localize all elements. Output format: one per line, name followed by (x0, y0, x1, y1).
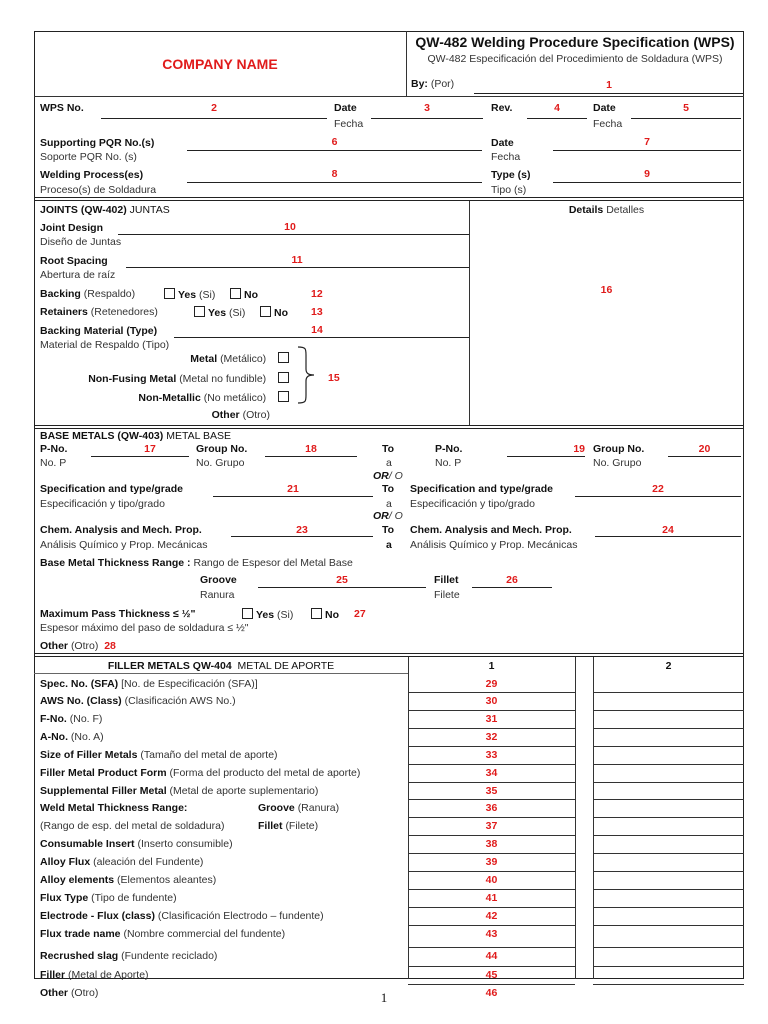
rev-line[interactable] (527, 118, 587, 119)
group1-line[interactable] (265, 456, 357, 457)
group2-label: Group No. (593, 443, 645, 455)
filler-row-rule (408, 710, 575, 711)
backing-material-line[interactable] (174, 337, 469, 338)
filler-row-rule (593, 966, 744, 967)
retainers-value: 13 (311, 306, 323, 318)
retainers-yes-checkbox[interactable] (194, 306, 205, 317)
filler-col2-cell[interactable] (593, 817, 744, 835)
page-number: 1 (380, 990, 388, 1005)
pqr-value[interactable]: 6 (331, 136, 338, 148)
backing-yes-checkbox[interactable] (164, 288, 175, 299)
joint-design-label-es: Diseño de Juntas (40, 236, 122, 248)
base-metals-title: BASE METALS (QW-403) METAL BASE (40, 430, 231, 442)
filler-row-rule (408, 817, 575, 818)
filler-col1-cell[interactable]: 46 (485, 987, 498, 999)
pqr-date-line[interactable] (553, 150, 741, 151)
filler-row-label: Filler Metal Product Form (Forma del producto del metal de aporte) (40, 767, 361, 779)
filler-row-label: AWS No. (Class) (Clasificación AWS No.) (40, 695, 236, 707)
filler-col1-cell[interactable]: 41 (485, 892, 498, 904)
filler-col2-header: 2 (665, 660, 672, 672)
to2-label-es: a (386, 498, 392, 510)
retainers-row: Retainers (Retenedores) (40, 306, 158, 318)
process-line[interactable] (187, 182, 482, 183)
root-spacing-line[interactable] (126, 267, 469, 268)
filler-col2-cell[interactable] (593, 746, 744, 764)
filler-col1-cell[interactable]: 38 (485, 838, 498, 850)
filler-row-rule (593, 907, 744, 908)
filler-col2-cell[interactable] (593, 907, 744, 925)
group2-value[interactable]: 20 (698, 443, 711, 455)
max-pass-yes-option[interactable]: Yes (Si) (242, 608, 293, 621)
filler-row-rule (408, 966, 575, 967)
pqr-date-label: Date (491, 137, 514, 149)
filler-header-rule (34, 673, 408, 674)
filler-row-rule (408, 692, 575, 693)
metal-checkbox[interactable] (278, 352, 289, 363)
type-line[interactable] (553, 182, 741, 183)
or-divider-1: OR/ O (373, 470, 403, 482)
joint-design-line[interactable] (118, 234, 469, 235)
backing-material-label: Backing Material (Type) (40, 325, 158, 337)
filler-col1-cell[interactable]: 30 (485, 695, 498, 707)
date2-value[interactable]: 5 (683, 102, 689, 114)
filler-row-label: Flux trade name (Nombre commercial del fundente) (40, 928, 286, 940)
filler-row-rule (408, 728, 575, 729)
fillet-line[interactable] (472, 587, 552, 588)
non-metallic-checkbox[interactable] (278, 391, 289, 402)
filler-row-label: Consumable Insert (Inserto consumible) (40, 838, 233, 850)
by-label: By: (Por) (411, 78, 455, 90)
spec1-value[interactable]: 21 (287, 483, 299, 495)
pqr-date-value[interactable]: 7 (644, 136, 650, 148)
date2-label: Date (593, 102, 616, 114)
filler-row-label: Other (Otro) (40, 987, 99, 999)
material-options-value: 15 (328, 372, 340, 384)
filler-row-label: Flux Type (Tipo de fundente) (40, 892, 177, 904)
filler-row-rule (593, 871, 744, 872)
filler-col2-cell[interactable] (593, 799, 744, 817)
type-label: Type (s) (491, 169, 531, 181)
joint-design-label: Joint Design (40, 222, 104, 234)
groove-line[interactable] (258, 587, 426, 588)
group2-line[interactable] (668, 456, 741, 457)
filler-row-rule (593, 782, 744, 783)
retainers-yes-option[interactable]: Yes (Si) (194, 306, 245, 319)
filler-row-label: Supplemental Filler Metal (Metal de aporte suplementario) (40, 785, 319, 797)
filler-row-rule (593, 799, 744, 800)
filler-col1-cell[interactable]: 33 (485, 749, 498, 761)
root-spacing-label-es: Abertura de raíz (40, 269, 116, 281)
filler-row-label: Alloy Flux (aleación del Fundente) (40, 856, 204, 868)
backing-yes-option[interactable]: Yes (Si) (164, 288, 215, 301)
process-label-es: Proceso(s) de Soldadura (40, 184, 157, 196)
non-fusing-metal-checkbox[interactable] (278, 372, 289, 383)
by-field-line[interactable] (474, 93, 744, 94)
section-divider (34, 197, 744, 201)
pqr-label-es: Soporte PQR No. (s) (40, 151, 137, 163)
spec2-line[interactable] (575, 496, 741, 497)
filler-row-sublabel: Groove (Ranura) (258, 802, 340, 814)
pqr-line[interactable] (187, 150, 482, 151)
filler-row-label: F-No. (No. F) (40, 713, 103, 725)
max-pass-yes-checkbox[interactable] (242, 608, 253, 619)
filler-col1-right (575, 657, 576, 979)
date1-label: Date (334, 102, 357, 114)
rev-label: Rev. (491, 102, 513, 114)
filler-row-label: Size of Filler Metals (Tamaño del metal de aporte) (40, 749, 278, 761)
backing-no-checkbox[interactable] (230, 288, 241, 299)
chem2-label-es: Análisis Químico y Prop. Mecánicas (410, 539, 578, 551)
filler-row-rule (408, 764, 575, 765)
filler-row-rule (408, 907, 575, 908)
chem1-label-es: Análisis Químico y Prop. Mecánicas (40, 539, 208, 551)
date2-label-es: Fecha (593, 118, 623, 130)
filler-row-label: Filler (Metal de Aporte) (40, 969, 149, 981)
pno1-line[interactable] (91, 456, 189, 457)
chem1-value[interactable]: 23 (296, 524, 308, 536)
spec1-line[interactable] (213, 496, 373, 497)
filler-col2-cell[interactable] (593, 675, 744, 692)
pno2-label-es: No. P (435, 457, 462, 469)
wps-no-label: WPS No. (40, 102, 84, 114)
chem2-value[interactable]: 24 (662, 524, 674, 536)
section-divider (34, 653, 744, 657)
details-value[interactable]: 16 (600, 284, 613, 296)
chem2-label: Chem. Analysis and Mech. Prop. (410, 524, 572, 536)
max-pass-no-checkbox[interactable] (311, 608, 322, 619)
spec1-label-es: Especificación y tipo/grado (40, 498, 165, 510)
chem2-line[interactable] (595, 536, 741, 537)
pno1-value[interactable]: 17 (144, 443, 156, 455)
spec1-label: Specification and type/grade (40, 483, 183, 495)
filler-row-rule (593, 889, 744, 890)
retainers-no-option[interactable]: No (260, 306, 288, 319)
material-option-non-metallic[interactable]: Non-Metallic (No metálico) (40, 391, 292, 404)
filler-row-label: Weld Metal Thickness Range: (40, 802, 188, 814)
filler-col2-cell[interactable] (593, 692, 744, 710)
filler-row-label: Recrushed slag (Fundente reciclado) (40, 950, 218, 962)
filler-col2-cell[interactable] (593, 871, 744, 889)
filler-col1-cell[interactable]: 45 (485, 969, 498, 981)
filler-col2-cell[interactable] (593, 925, 744, 947)
backing-material-label-es: Material de Respaldo (Tipo) (40, 339, 170, 351)
retainers-no-checkbox[interactable] (260, 306, 271, 317)
process-label: Welding Process(es) (40, 169, 144, 181)
filler-row-rule (593, 764, 744, 765)
groove-label: Groove (200, 574, 237, 586)
filler-row-rule (593, 984, 744, 985)
filler-col1-cell[interactable]: 37 (485, 820, 498, 832)
to3-label: To (382, 524, 395, 536)
filler-col2-cell[interactable] (593, 835, 744, 853)
or-divider-2: OR/ O (373, 510, 403, 522)
filler-row-rule (408, 782, 575, 783)
group1-label: Group No. (196, 443, 248, 455)
filler-row-rule (408, 871, 575, 872)
to2-label: To (382, 483, 395, 495)
form-title: QW-482 Welding Procedure Specification (WPS) (415, 34, 735, 50)
filler-row-rule (408, 984, 575, 985)
company-name: COMPANY NAME (162, 56, 278, 72)
chem1-line[interactable] (231, 536, 373, 537)
filler-row-rule (408, 799, 575, 800)
date1-label-es: Fecha (334, 118, 364, 130)
header-rule (34, 96, 744, 97)
group1-label-es: No. Grupo (196, 457, 245, 469)
fillet-label-es: Filete (434, 589, 460, 601)
filler-row-sublabel: Fillet (Filete) (258, 820, 319, 832)
pqr-date-label-es: Fecha (491, 151, 521, 163)
pno2-label: P-No. (435, 443, 463, 455)
filler-row-label: Electrode - Flux (class) (Clasificación Electrodo – fundente) (40, 910, 324, 922)
filler-col2-cell[interactable] (593, 853, 744, 871)
filler-col1-cell[interactable]: 39 (485, 856, 498, 868)
type-value[interactable]: 9 (644, 168, 650, 180)
max-pass-value: 27 (354, 608, 366, 620)
joints-details-divider (469, 201, 470, 425)
spec2-label-es: Especificación y tipo/grado (410, 498, 535, 510)
filler-col1-cell[interactable]: 31 (485, 713, 498, 725)
filler-col2-cell[interactable] (593, 947, 744, 966)
form-subtitle: QW-482 Especificación del Procedimiento de Soldadura (WPS) (427, 53, 723, 65)
filler-col1-cell[interactable]: 43 (485, 928, 498, 940)
filler-row-rule (593, 746, 744, 747)
date1-value[interactable]: 3 (424, 102, 430, 114)
spec2-label: Specification and type/grade (410, 483, 553, 495)
filler-col1-cell[interactable]: 32 (485, 731, 498, 743)
filler-col2-cell[interactable] (593, 710, 744, 728)
type-label-es: Tipo (s) (491, 184, 527, 196)
to1-label: To (382, 443, 395, 455)
to1-label-es: a (386, 457, 392, 469)
root-spacing-label: Root Spacing (40, 255, 108, 267)
filler-row-rule (408, 835, 575, 836)
max-pass-no-option[interactable]: No (311, 608, 339, 621)
filler-row-rule (593, 692, 744, 693)
filler-col1-cell[interactable]: 34 (485, 767, 498, 779)
filler-col1-cell[interactable]: 44 (485, 950, 498, 962)
brace-icon (296, 345, 316, 405)
chem1-label: Chem. Analysis and Mech. Prop. (40, 524, 202, 536)
filler-row-label: Spec. No. (SFA) [No. de Especificación (SFA)] (40, 678, 258, 690)
filler-col1-cell[interactable]: 36 (485, 802, 498, 814)
filler-row-rule (593, 710, 744, 711)
pno1-label-es: No. P (40, 457, 67, 469)
by-field-value[interactable]: 1 (606, 79, 612, 91)
backing-no-option[interactable]: No (230, 288, 258, 301)
filler-col1-header: 1 (488, 660, 495, 672)
backing-row: Backing (Respaldo) (40, 288, 136, 300)
root-spacing-value[interactable]: 11 (291, 254, 303, 266)
filler-row-rule (408, 947, 575, 948)
filler-col1-cell[interactable]: 29 (485, 678, 498, 690)
filler-row-rule (593, 728, 744, 729)
filler-col2-cell[interactable] (593, 966, 744, 984)
other-backing-label: Other (Otro) (211, 409, 270, 421)
to3-label-es: a (386, 539, 392, 551)
base-other-row: Other (Otro) 28 (40, 640, 116, 652)
rev-value[interactable]: 4 (554, 102, 560, 114)
filler-row-label: Alloy elements (Elementos aleantes) (40, 874, 217, 886)
filler-row-rule (408, 889, 575, 890)
filler-row-rule (593, 947, 744, 948)
wps-no-value[interactable]: 2 (211, 102, 217, 114)
material-option-non-fusing[interactable]: Non-Fusing Metal (Metal no fundible) (40, 372, 292, 385)
date2-line[interactable] (631, 118, 741, 119)
filler-title: FILLER METALS QW-404 METAL DE APORTE (107, 660, 335, 672)
section-divider (34, 425, 744, 429)
fillet-label: Fillet (434, 574, 459, 586)
group2-label-es: No. Grupo (593, 457, 642, 469)
filler-row-rule (408, 746, 575, 747)
backing-material-value[interactable]: 14 (311, 324, 323, 336)
filler-row-rule (593, 925, 744, 926)
filler-col2-cell[interactable] (593, 728, 744, 746)
group1-value[interactable]: 18 (305, 443, 317, 455)
filler-col1-cell[interactable]: 42 (485, 910, 498, 922)
groove-label-es: Ranura (200, 589, 235, 601)
backing-value: 12 (311, 288, 323, 300)
filler-row-label: (Rango de esp. del metal de soldadura) (40, 820, 225, 832)
details-title: Details Detalles (568, 204, 645, 216)
wps-no-line[interactable] (101, 118, 327, 119)
joint-design-value[interactable]: 10 (284, 221, 296, 233)
max-pass-label: Maximum Pass Thickness ≤ ½" (40, 608, 196, 620)
groove-value[interactable]: 25 (336, 574, 348, 586)
filler-row-rule (593, 835, 744, 836)
filler-col1-cell[interactable]: 40 (485, 874, 498, 886)
pno1-label: P-No. (40, 443, 68, 455)
filler-col2-cell[interactable] (593, 782, 744, 799)
process-value[interactable]: 8 (331, 168, 338, 180)
joints-title: JOINTS (QW-402) JUNTAS (40, 204, 170, 216)
filler-row-rule (593, 817, 744, 818)
filler-col2-cell[interactable] (593, 889, 744, 907)
filler-col2-cell[interactable] (593, 764, 744, 782)
max-pass-label-es: Espesor máximo del paso de soldadura ≤ ½" (40, 622, 249, 634)
filler-row-rule (593, 853, 744, 854)
filler-col1-cell[interactable]: 35 (485, 785, 498, 797)
spec2-value[interactable]: 22 (652, 483, 664, 495)
pno2-line[interactable] (507, 456, 585, 457)
pqr-label: Supporting PQR No.(s) (40, 137, 155, 149)
date1-line[interactable] (371, 118, 483, 119)
material-option-metal[interactable]: Metal (Metálico) (60, 352, 292, 365)
thickness-range-title: Base Metal Thickness Range : Rango de Espesor del Metal Base (40, 557, 353, 569)
filler-row-rule (408, 925, 575, 926)
filler-row-label: A-No. (No. A) (40, 731, 104, 743)
fillet-value[interactable]: 26 (506, 574, 518, 586)
pno2-value[interactable]: 19 (573, 443, 585, 455)
filler-row-rule (408, 853, 575, 854)
